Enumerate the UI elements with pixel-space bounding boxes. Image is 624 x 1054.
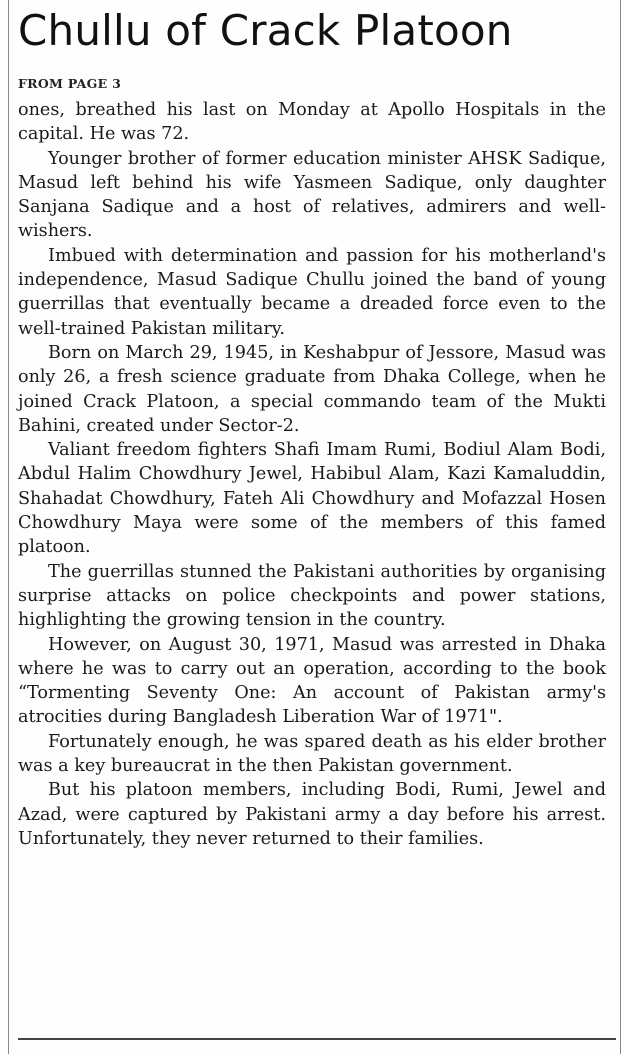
paragraph: Fortunately enough, he was spared death as his elder brother was a key bureaucrat in the then Pakistan government. xyxy=(18,731,606,777)
right-column-rule xyxy=(620,0,621,1054)
paragraph: Born on March 29, 1945, in Keshabpur of Jessore, Masud was only 26, a fresh science graduate from Dhaka College, when he joined Crack Platoon, a special commando team of the Mukti Bahini, created under Sector-2. xyxy=(18,342,606,436)
paragraph: Younger brother of former education minister AHSK Sadique, Masud left behind his wife Yasmeen Sadique, only daughter Sanjana Sadique and a host of relatives, admirers and well-wishers. xyxy=(18,148,606,242)
paragraph: However, on August 30, 1971, Masud was arrested in Dhaka where he was to carry out an operation, according to the book “Tormenting Seventy One: An account of Pakistan army's atrocities during Bangladesh Liberation War of 1971". xyxy=(18,634,606,728)
paragraph: But his platoon members, including Bodi, Rumi, Jewel and Azad, were captured by Pakistani army a day before his arrest. Unfortunately, they never returned to their families. xyxy=(18,780,606,849)
bottom-divider xyxy=(18,1038,616,1040)
paragraph: Valiant freedom fighters Shafi Imam Rumi, Bodiul Alam Bodi, Abdul Halim Chowdhury Jewel, Habibul Alam, Kazi Kamaluddin, Shahadat Chowdhury, Fateh Ali Chowdhury and Mofazzal Hosen Chowdhury Maya were some of the members of this famed platoon. xyxy=(18,440,606,558)
paragraph: ones, breathed his last on Monday at Apollo Hospitals in the capital. He was 72. xyxy=(18,100,606,145)
left-column-rule xyxy=(8,0,9,1054)
article-body xyxy=(18,98,606,851)
paragraph: The guerrillas stunned the Pakistani authorities by organising surprise attacks on police checkpoints and power stations, highlighting the growing tension in the country. xyxy=(18,561,606,631)
continuation-label: FROM PAGE 3 xyxy=(18,76,122,91)
paragraph: Imbued with determination and passion for his motherland's independence, Masud Sadique Chullu joined the band of young guerrillas that eventually became a dreaded force even to the well-trained Pakistan military. xyxy=(18,245,606,339)
headline: Chullu of Crack Platoon xyxy=(18,6,513,55)
